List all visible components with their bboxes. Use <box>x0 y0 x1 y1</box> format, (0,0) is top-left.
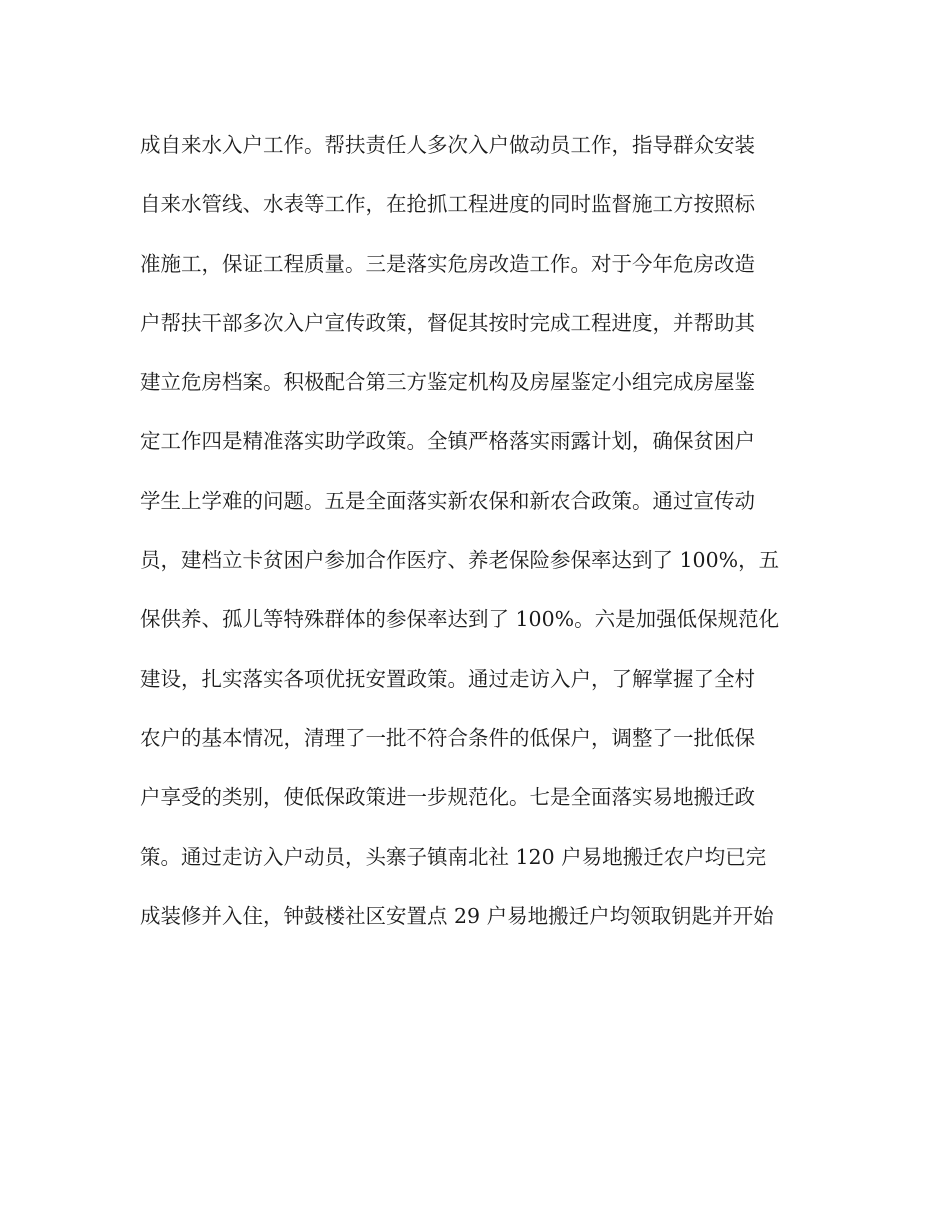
body-text <box>140 125 810 955</box>
text-line: 建设，扎实落实各项优抚安置政策。通过走访入户，了解掌握了全村 <box>140 666 755 691</box>
text-line: 农户的基本情况，清理了一批不符合条件的低保户，调整了一批低保 <box>140 725 755 750</box>
text-line: 成自来水入户工作。帮扶责任人多次入户做动员工作，指导群众安装 <box>140 133 755 157</box>
text-line: 学生上学难的问题。五是全面落实新农保和新农合政策。通过宣传动 <box>140 488 755 513</box>
text-line: 员，建档立卡贫困户参加合作医疗、养老保险参保率达到了 100%，五 <box>140 548 780 573</box>
text-line: 定工作四是精准落实助学政策。全镇严格落实雨露计划，确保贫困户 <box>140 429 755 454</box>
text-line: 成装修并入住，钟鼓楼社区安置点 29 户易地搬迁户均领取钥匙并开始 <box>140 903 774 928</box>
text-line: 建立危房档案。积极配合第三方鉴定机构及房屋鉴定小组完成房屋鉴 <box>140 370 755 395</box>
text-line: 保供养、孤儿等特殊群体的参保率达到了 100%。六是加强低保规范化 <box>140 607 780 632</box>
text-line: 户帮扶干部多次入户宣传政策，督促其按时完成工程进度，并帮助其 <box>140 310 755 335</box>
text-line: 策。通过走访入户动员，头寨子镇南北社 120 户易地搬迁农户均已完 <box>140 844 767 869</box>
text-line: 准施工，保证工程质量。三是落实危房改造工作。对于今年危房改造 <box>140 251 755 276</box>
text-line: 户享受的类别，使低保政策进一步规范化。七是全面落实易地搬迁政 <box>140 785 755 810</box>
text-line: 自来水管线、水表等工作，在抢抓工程进度的同时监督施工方按照标 <box>140 192 755 217</box>
